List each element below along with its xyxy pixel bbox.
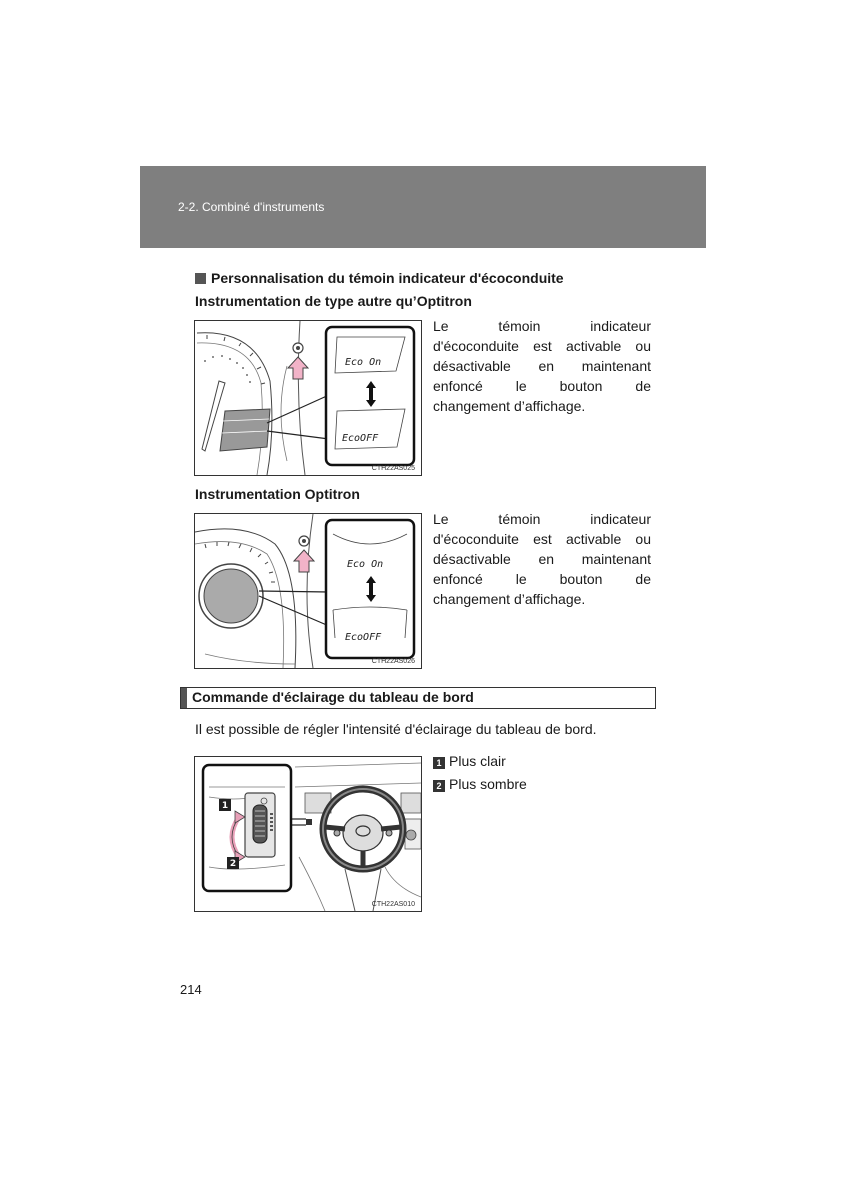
figure-dash-light-control	[194, 756, 422, 912]
legend-item-darker	[433, 776, 527, 792]
subheading-optitron: Instrumentation Optitron	[195, 486, 360, 502]
chapter-header	[140, 166, 706, 248]
text-line: Le témoin indicateur	[433, 511, 651, 527]
number-badge: 2	[433, 780, 445, 792]
legend-label: Plus clair	[449, 753, 506, 769]
figure-caption: CTH22AS026	[371, 658, 415, 665]
badge-2-label: 2	[229, 859, 237, 869]
subheading-non-optitron: Instrumentation de type autre qu’Optitron	[195, 293, 472, 309]
text-line: d'écoconduite est activable ou	[433, 338, 651, 354]
legend-item-brighter	[433, 753, 506, 769]
figure-caption: CTH22AS010	[371, 901, 415, 908]
gauge-illustration	[195, 321, 421, 475]
text-line: Le témoin indicateur	[433, 318, 651, 334]
legend-label: Plus sombre	[449, 776, 527, 792]
figure-optitron-gauge	[194, 513, 422, 669]
eco-description-1	[433, 316, 651, 416]
page-number: 214	[180, 982, 202, 997]
eco-description-2	[433, 509, 651, 609]
lighting-section-title: Commande d'éclairage du tableau de bord	[192, 689, 474, 705]
text-line: changement d’affichage.	[433, 591, 586, 607]
text-line: changement d’affichage.	[433, 398, 586, 414]
lighting-section-header	[180, 687, 656, 709]
text-line: désactivable en maintenant	[433, 551, 651, 567]
eco-heading	[195, 270, 564, 286]
eco-off-readout: EcoOFF	[342, 433, 379, 444]
eco-off-readout: EcoOFF	[345, 632, 382, 643]
text-line: enfoncé le bouton de	[433, 571, 651, 587]
text-line: d'écoconduite est activable ou	[433, 531, 651, 547]
number-badge: 1	[433, 757, 445, 769]
figure-caption: CTH22AS025	[371, 465, 415, 472]
section-label: 2-2. Combiné d'instruments	[178, 200, 325, 214]
eco-heading-text: Personnalisation du témoin indicateur d'écoconduite	[211, 270, 564, 286]
optitron-illustration	[195, 514, 421, 668]
figure-non-optitron-gauge	[194, 320, 422, 476]
dashboard-illustration	[195, 757, 421, 911]
text-line: désactivable en maintenant	[433, 358, 651, 374]
badge-1-label: 1	[221, 801, 229, 811]
text-line: enfoncé le bouton de	[433, 378, 651, 394]
bullet-square-icon	[195, 273, 206, 284]
section-tab	[181, 688, 187, 708]
eco-on-readout: Eco On	[347, 559, 384, 570]
lighting-intro: Il est possible de régler l'intensité d'éclairage du tableau de bord.	[195, 721, 597, 737]
eco-on-readout: Eco On	[345, 357, 382, 368]
